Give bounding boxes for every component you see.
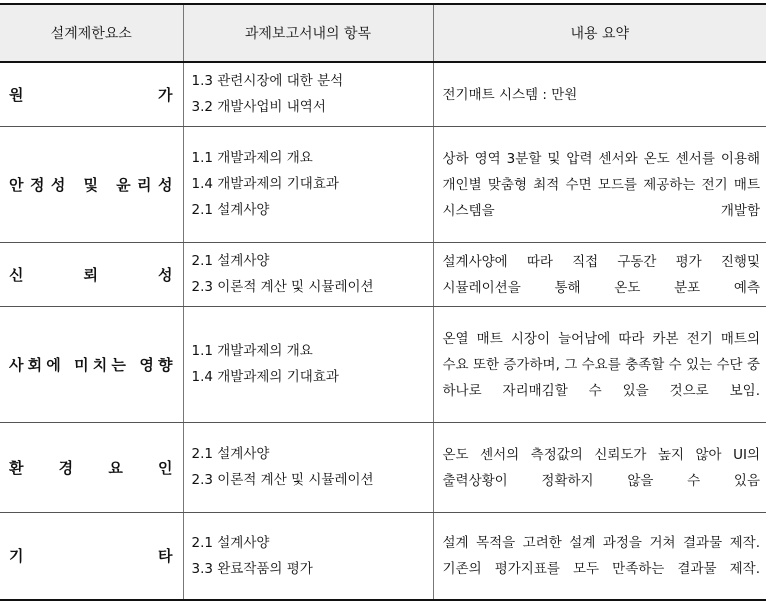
report-items	[183, 512, 433, 600]
category-char: 및	[83, 175, 98, 194]
category-char: 성	[50, 175, 66, 194]
report-item: 3.2 개발사업비 내역서	[191, 99, 326, 116]
category-char: 사	[9, 355, 24, 374]
category-char: 미	[74, 355, 89, 374]
category-char	[72, 174, 77, 195]
constraint-category	[0, 306, 183, 422]
content-summary: 설계사양에 따라 직접 구동간 평가 진행및 시뮬레이션을 통해 온도 분포 예측	[433, 242, 766, 306]
report-item: 1.1 개발과제의 개요	[191, 150, 313, 166]
category-char	[130, 354, 135, 375]
table-row	[0, 422, 766, 512]
category-char: 향	[157, 355, 173, 374]
header-summary: 내용 요약	[433, 4, 766, 62]
report-items	[183, 242, 433, 306]
category-char: 치	[92, 355, 108, 374]
report-items	[183, 422, 433, 512]
report-item: 1.4 개발과제의 기대효과	[191, 176, 339, 192]
content-summary: 상하 영역 3분할 및 압력 센서와 온도 센서를 이용해 개인별 맞춤형 최적 수면 모드를 제공하는 전기 매트 시스템을 개발함	[433, 126, 766, 242]
table-row	[0, 126, 766, 242]
category-char: 성	[157, 175, 173, 194]
constraint-category	[0, 242, 183, 306]
report-item: 2.1 설계사양	[191, 253, 270, 269]
content-summary: 온열 매트 시장이 늘어남에 따라 카본 전기 매트의 수요 또한 증가하며, 그 수요를 충족할 수 있는 수단 중 하나로 자리매김할 수 있을 것으로 보임.	[433, 306, 766, 422]
report-item: 2.3 이론적 계산 및 시뮬레이션	[191, 472, 374, 488]
design-constraints-table	[0, 3, 766, 601]
content-summary: 전기매트 시스템 : 만원	[433, 62, 766, 126]
content-summary: 온도 센서의 측정값의 신뢰도가 높지 않아 UI의 출력상황이 정확하지 않을 수 있음	[433, 422, 766, 512]
header-constraint: 설계제한요소	[0, 4, 183, 62]
category-char: 원	[9, 85, 24, 104]
report-item: 2.1 설계사양	[191, 446, 270, 462]
category-char: 신	[9, 265, 24, 284]
constraint-category	[0, 422, 183, 512]
report-item: 1.3 관련시장에 대한 분석	[191, 73, 344, 90]
category-char: 정	[29, 175, 45, 194]
constraint-category	[0, 62, 183, 126]
category-char: 안	[9, 175, 24, 194]
category-char: 윤	[116, 175, 131, 194]
report-items	[183, 306, 433, 422]
category-char: 경	[58, 458, 74, 477]
report-item: 2.3 이론적 계산 및 시뮬레이션	[191, 279, 374, 295]
category-char: 요	[108, 458, 123, 477]
report-items	[183, 62, 433, 126]
category-char: 영	[139, 355, 154, 374]
report-items	[183, 126, 433, 242]
report-item: 1.4 개발과제의 기대효과	[191, 369, 339, 385]
category-char	[104, 174, 109, 195]
header-report-section: 과제보고서내의 항목	[183, 4, 433, 62]
content-summary: 설계 목적을 고려한 설계 과정을 거쳐 결과물 제작. 기존의 평가지표를 모두 만족하는 결과물 제작.	[433, 512, 766, 600]
category-char: 기	[9, 547, 24, 566]
category-char: 는	[111, 355, 126, 374]
category-char: 가	[158, 85, 173, 104]
constraint-category	[0, 512, 183, 600]
category-char: 리	[137, 175, 152, 194]
report-item: 2.1 설계사양	[191, 534, 270, 551]
report-item: 2.1 설계사양	[191, 202, 270, 218]
category-char: 타	[158, 547, 173, 566]
table-row	[0, 306, 766, 422]
table-row	[0, 62, 766, 126]
report-item: 3.3 완료작품의 평가	[191, 560, 313, 577]
category-char	[65, 354, 70, 375]
category-char: 에	[46, 355, 61, 374]
constraint-category	[0, 126, 183, 242]
category-char: 환	[9, 458, 24, 477]
table-row	[0, 512, 766, 600]
header-row	[0, 4, 766, 62]
category-char: 인	[157, 458, 173, 477]
category-char: 회	[27, 355, 43, 374]
table-row	[0, 242, 766, 306]
report-item: 1.1 개발과제의 개요	[191, 343, 313, 359]
category-char: 성	[158, 265, 173, 284]
category-char: 뢰	[83, 265, 98, 284]
